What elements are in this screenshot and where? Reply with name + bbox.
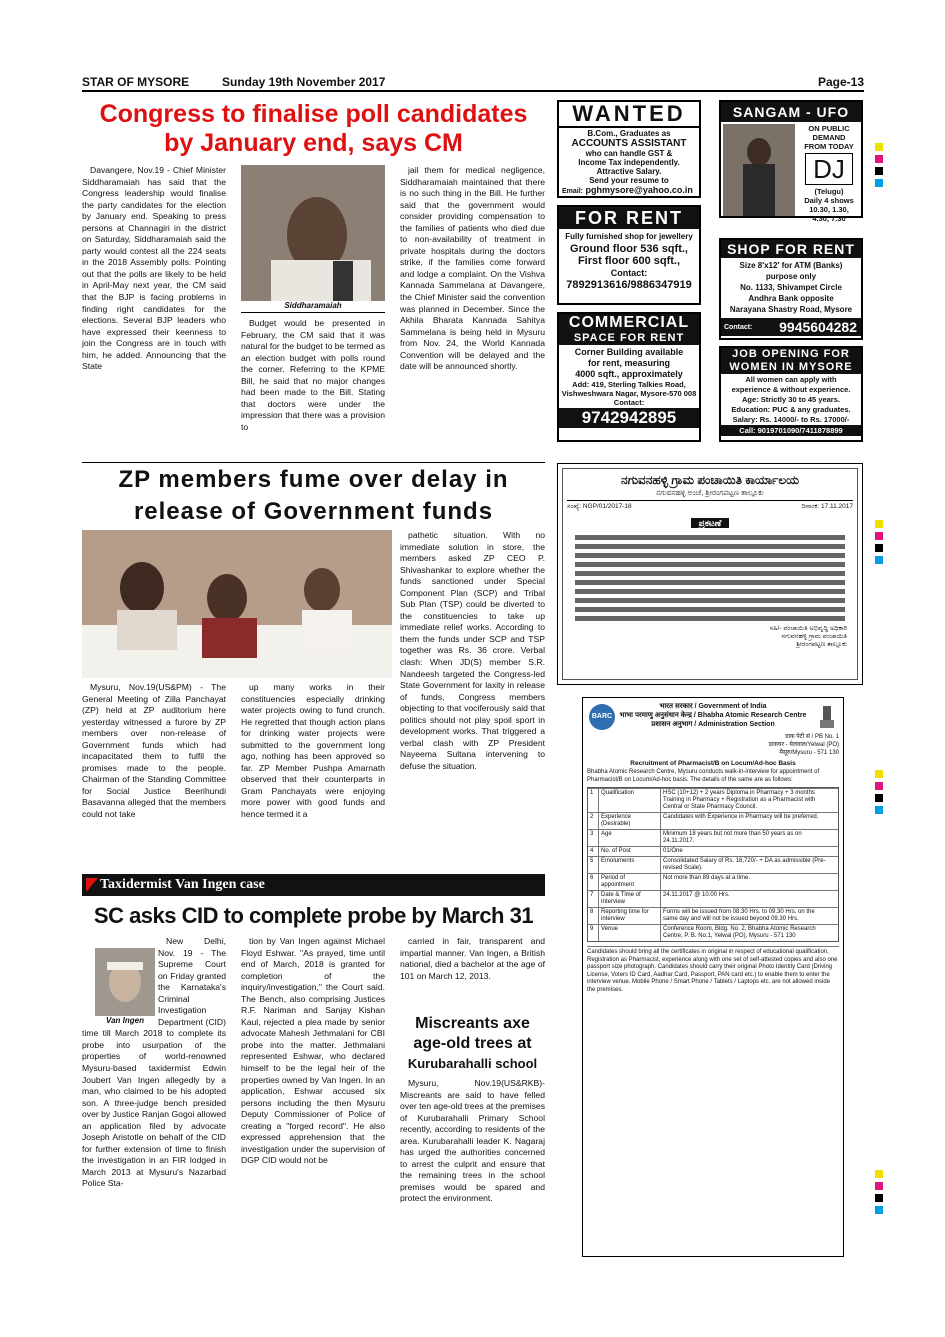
body-text: Budget would be presented in February, the CM said that it was natural for the budget to be termed as an election budget with polls round the corner. Referring to the KPME Bill, he said that no major changes had been made to the Bill. Stating that doctors were under the impression that there was a provision to: [241, 318, 385, 432]
ad-shop-rent[interactable]: [719, 238, 863, 340]
emblem-icon: [817, 704, 837, 730]
ad-commercial[interactable]: [557, 312, 701, 442]
text-line: [575, 553, 845, 558]
color-marks: [875, 143, 883, 191]
headline-line: Miscreants axe: [415, 1015, 530, 1032]
phone-number[interactable]: 7892913616/9886347919: [566, 279, 692, 291]
ad-line: All women can apply with: [745, 375, 837, 384]
poster-illustration: [723, 124, 795, 216]
article3-col1: [82, 936, 226, 1311]
phone-number[interactable]: 9945604282: [779, 319, 857, 335]
headline-line: ZP members fume over delay in: [118, 466, 509, 493]
article1-col1: [82, 165, 226, 461]
kicker-bar: [82, 874, 545, 896]
article3-col2: [241, 936, 385, 1311]
article1-col2: [241, 318, 385, 460]
table-row: [588, 890, 838, 907]
notice-kannada: [557, 463, 863, 685]
table-row: [588, 924, 838, 941]
barc-note: Candidates should bring all the certificates in original in respect of educational qualification, Registration as Pharmacist, experience along with one set of self-attested copies and also one passport size photograph. Candidates should carry their original Photo Identity Card (Driving License, Voters ID Card, Aadhar Card, Passport, PAN card etc.) to enable them to enter the interview venue. Mobile Phone / Smart Phone / Tablets / Laptops etc. are not allowed inside the premises.: [587, 946, 839, 994]
ad-line: experience & without experience.: [731, 385, 851, 394]
table-row: [588, 873, 838, 890]
row-value: Not more than 89 days at a time.: [660, 874, 830, 890]
ad-line: Attractive Salary.: [596, 167, 662, 176]
row-value: Candidates with Experience in Pharmacy will be preferred.: [660, 813, 830, 829]
ad-line: Daily 4 shows: [804, 196, 854, 205]
row-label: Emoluments: [598, 857, 660, 873]
text-line: [575, 544, 845, 549]
table-row: [588, 829, 838, 846]
row-number: 3: [590, 831, 594, 837]
notice-title: ನಗುವನಹಳ್ಳಿ ಗ್ರಾಮ ಪಂಚಾಯಿತಿ ಕಾರ್ಯಾಲಯ: [621, 473, 799, 487]
ad-head: FOR RENT: [559, 207, 699, 229]
color-marks: [875, 520, 883, 568]
row-label: Date & Time of Interview: [598, 891, 660, 907]
photo-caption: Van Ingen: [106, 1016, 144, 1025]
paper-name: STAR OF MYSORE: [82, 75, 190, 89]
contact-label: Contact:: [724, 324, 753, 331]
notice-subtitle: ನಗುವನಹಳ್ಳಿ ಅಂಚೆ, ಶ್ರೀರಂಗಪಟ್ಟಣ ತಾಲ್ಲೂಕು: [567, 488, 853, 501]
article4-headline[interactable]: [400, 1014, 545, 1074]
article2-col1: [82, 682, 226, 868]
photo-wrap-space: [82, 936, 158, 1026]
article4-body: [400, 1078, 545, 1258]
divider: [82, 462, 545, 463]
notice-inner: [562, 468, 858, 680]
body-text: Mysuru, Nov.19(US&RKB)- Miscreants are said to have felled over ten age-old trees at the premises of Kurubarahalli Primary School recently, according to residents of the area. Kurubarahalli leader K. Nagaraj has urged the authorities concerned to arrest the culprit and ensure that the remaining trees in the school premises would be spared and protect the environment.: [400, 1078, 545, 1204]
ad-line: ON PUBLIC: [808, 124, 850, 133]
article1-headline[interactable]: [82, 100, 545, 158]
barc-title: Recruitment of Pharmacist/B on Locum/Ad-hoc Basis: [630, 760, 796, 767]
issue-date: Sunday 19th November 2017: [222, 75, 386, 89]
page-number: Page-13: [817, 75, 864, 89]
row-value: 24.11.2017 @ 10.00 Hrs.: [660, 891, 830, 907]
show-times: 10.30, 1.30,: [809, 205, 849, 214]
row-value: Forms will be issued from 08.30 Hrs. to 09.30 Hrs. on the same day and will not be issued beyond 09.30 Hrs.: [660, 908, 830, 924]
ad-sangam[interactable]: [719, 100, 863, 223]
row-number: 6: [590, 875, 594, 881]
headline-line: Kurubarahalli school: [407, 1056, 538, 1071]
notice-signature: ನಗುವನಹಳ್ಳಿ ಗ್ರಾಮ ಪಂಚಾಯಿತಿ: [781, 633, 847, 640]
show-times: 4.30, 7.30: [812, 214, 846, 223]
notice-signature: ಶ್ರೀರಂಗಪಟ್ಟಣ ತಾಲ್ಲೂಕು: [796, 641, 847, 648]
row-label: Period of appointment: [598, 874, 660, 890]
movie-title: DJ: [805, 153, 853, 185]
email-link[interactable]: pghmysore@yahoo.co.in: [585, 185, 693, 195]
text-line: [575, 607, 845, 612]
ad-subhead: WOMEN IN MYSORE: [721, 361, 861, 374]
row-label: Experience (Desirable): [598, 813, 660, 829]
barc-address: मैसूरु/Mysuru - 571 130: [779, 750, 839, 756]
barc-intro: Bhabha Atomic Research Centre, Mysuru conducts walk-in-interview for appointment of Pharmacist/B on Locum/Ad-hoc basis. The details of the same are as follows:: [587, 769, 820, 783]
ad-line: Fully furnished shop for jewellery: [565, 232, 693, 241]
ad-line: for rent, measuring: [587, 358, 670, 368]
ad-line: Contact:: [610, 268, 648, 278]
body-text: Mysuru, Nov.19(US&PM) - The General Meeting of Zilla Panchayat (ZP) held at ZP auditorium here yesterday witnessed a furore by ZP members over non-release of Government funds which had incapacitated them to fulfil the promises made to the people. Chairman of the Standing Committee for Social Justice Beerihundi Basavanna alleged that the members could not take: [82, 682, 226, 820]
headline-line: age-old trees at: [413, 1035, 532, 1052]
article2-col3: [400, 530, 545, 868]
body-text: New Delhi, Nov. 19 - The Supreme Court on Friday granted the Karnataka's Criminal Investigation Department (CID) time till March 2018 to complete its probe into usurpation of the properties of world-renowned Mysuru-based taxidermist Edwin Joubert Van Ingen allegedly by a man, who claimed to be his adopted son. A three-judge bench presided over by Justice Ranjan Gogoi allowed an application filed by advocate Joseph Aristotle on behalf of the CID for further extension of time to finish the investigation in an FIR lodged in March 2013 at Mysuru's Nazarbad Police Sta-: [82, 936, 226, 1189]
ad-head: WANTED: [559, 102, 699, 128]
ad-line: Vishweshwara Nagar, Mysore-570 008: [561, 389, 697, 398]
notice-badge: ಪ್ರಕಟಣೆ: [691, 518, 730, 528]
movie-poster: [723, 124, 795, 216]
ad-line: (Telugu): [814, 187, 844, 196]
body-text: carried in fair, transparent and impartial manner. Van Ingen, a British national, died a bachelor at the age of 101 on March 12, 2013.: [400, 936, 545, 981]
text-line: [575, 589, 845, 594]
row-number: 4: [590, 848, 594, 854]
barc-address: डाकघर - येलवाल/Yelwal (PO): [768, 742, 839, 748]
ad-line: Size 8'x12' for ATM (Banks): [739, 261, 843, 270]
article3-col3: [400, 936, 545, 1014]
text-line: [575, 598, 845, 603]
ad-line: FROM TODAY: [804, 142, 854, 151]
kicker-text: Taxidermist Van Ingen case: [100, 877, 265, 892]
email-label: Email:: [562, 188, 584, 195]
cm-photo-illustration: [241, 165, 385, 301]
ad-for-rent[interactable]: [557, 205, 701, 305]
row-number: 9: [590, 926, 594, 932]
barc-address: डाक पेटी सं / PB No. 1: [785, 734, 839, 740]
cm-photo: [241, 165, 385, 301]
color-marks: [875, 770, 883, 818]
body-text: tion by Van Ingen against Michael Floyd Eshwar. "As prayed, time until end of March, 2018 is granted for completion of the inquiry/investigation," the Court said. The Bench, also comprising Justices R.F. Nariman and Sanjay Kishan Kaul, rejected a plea made by senior advocate Mahesh Jethmalani for CBI probe into the matter. Jethmalani represented Eshwar, who declared himself to be the legal heir of the properties owned by Van Ingen. In an application, Eshwar accused six persons including the then Mysuru Deputy Commissioner of Police of creating a "forged record". He also expressed apprehension that the investigation under the supervision of DGP CID would not be: [241, 936, 385, 1166]
row-label: Qualification: [598, 789, 660, 812]
row-value: 01/One: [660, 847, 830, 856]
ad-line: Ground floor 536 sqft.,: [570, 243, 688, 255]
ad-line: Contact:: [613, 398, 645, 407]
text-line: [575, 562, 845, 567]
body-text: up many works in their constituencies especially drinking water projects owing to fund crunch. He regretted that though action plans for drinking water projects were submitted to the government long ago, nothing has been approved so far. ZP Member Pushpa Amarnath observed that their counterparts in Gram Panchayats were enjoying more power with good funds and hence termed it a: [241, 682, 385, 820]
ad-line: ACCOUNTS ASSISTANT: [571, 138, 687, 149]
ad-line: Education: PUC & any graduates.: [731, 405, 851, 414]
ad-line: Narayana Shastry Road, Mysore: [729, 305, 853, 314]
notice-signature: ಸಹಿ/- ಪಂಚಾಯಿತಿ ಅಭಿವೃದ್ಧಿ ಅಧಿಕಾರಿ: [769, 625, 847, 632]
ad-line: Salary: Rs. 14000/- to Rs. 17000/-: [732, 415, 850, 424]
ad-wanted[interactable]: [557, 100, 701, 198]
row-value: Minimum 18 years but not more than 50 years as on 24.11.2017.: [660, 830, 830, 846]
ad-line: First floor 600 sqft.,: [577, 255, 681, 267]
text-line: [575, 616, 845, 621]
zp-meeting-photo: [82, 530, 392, 678]
row-value: Consolidated Salary of Rs. 16,720/- + DA as admissible (Pre-revised Scale).: [660, 857, 830, 873]
table-row: [588, 907, 838, 924]
table-row: [588, 846, 838, 856]
notice-ref: ಸಂಖ್ಯೆ: NGP/01/2017-18: [567, 503, 632, 510]
barc-table: [587, 787, 839, 942]
ad-line: Add: 419, Sterling Talkies Road,: [572, 380, 686, 389]
article2-headline[interactable]: [82, 464, 545, 528]
table-row: [588, 856, 838, 873]
headline-line: Congress to finalise poll candidates: [99, 100, 528, 128]
phone-number[interactable]: Call: 9019701090/7411878899: [721, 425, 861, 436]
barc-org: भाभा परमाणु अनुसंधान केन्द्र / Bhabha Atomic Research Centre: [619, 712, 807, 719]
page-header: [82, 74, 864, 92]
photo-caption: Siddharamaiah: [241, 301, 385, 313]
ad-line: Income Tax independently.: [578, 158, 680, 167]
phone-number[interactable]: 9742942895: [559, 408, 699, 428]
headline-line: by January end, says CM: [164, 129, 463, 157]
barc-org: प्रशासन अनुभाग / Administration Section: [651, 721, 775, 728]
ad-line: DEMAND: [812, 133, 846, 142]
barc-rows: [588, 788, 838, 941]
text-line: [575, 571, 845, 576]
row-label: Age: [598, 830, 660, 846]
row-value: HSC (10+12) + 2 years Diploma in Pharmacy + 3 months Training in Pharmacy + Registration as a Pharmacist with Central or State Pharmacy Council.: [660, 789, 830, 812]
text-line: [575, 535, 845, 540]
headline-line: release of Government funds: [133, 498, 494, 525]
row-number: 2: [590, 814, 594, 820]
ad-line: 4000 sqft., approximately: [575, 369, 683, 379]
ad-line: No. 1133, Shivampet Circle: [740, 283, 842, 292]
ad-line: who can handle GST &: [585, 149, 673, 158]
ad-line: Andhra Bank opposite: [748, 294, 834, 303]
notice-date: ದಿನಾಂಕ: 17.11.2017: [801, 503, 853, 510]
article1-col3: [400, 165, 545, 461]
notice-barc: [582, 697, 844, 1257]
row-label: Venue: [598, 925, 660, 941]
text-line: [575, 580, 845, 585]
ad-job-opening[interactable]: [719, 346, 863, 442]
zp-photo-illustration: [82, 530, 392, 678]
ad-head: JOB OPENING FOR: [721, 348, 861, 361]
barc-org: भारत सरकार / Government of India: [659, 703, 767, 710]
ad-head: SANGAM - UFO: [721, 102, 861, 122]
row-number: 5: [590, 858, 594, 864]
row-value: Conference Room, Bldg. No. 2, Bhabha Atomic Research Centre, P. B. No.1, Yelwal (PO), Mysuru - 571 130: [660, 925, 830, 941]
ad-head: COMMERCIAL: [559, 314, 699, 332]
table-row: [588, 788, 838, 812]
ad-subhead: SPACE FOR RENT: [559, 332, 699, 345]
ad-line: B.Com., Graduates as: [587, 129, 671, 138]
body-text: jail them for medical negligence, Siddharamaiah maintained that there is no such thing in the Bill. He further said that the government would consider providing compensation to the families of patients who died due to non-availability of treatment in private hospitals during the doctors strike, if the families come forward and lodge a complaint. On the Vishva Kannada Sammelana at Davangere, the Chief Minister said the convention was planned in December. Since the Akhila Bharata Kannada Sahitya Sammelana is being held in Mysuru from Nov. 24, the World Kannada Convention will be delayed and the date will be announced shortly.: [400, 165, 545, 372]
ad-line: Age: Strictly 30 to 45 years.: [742, 395, 840, 404]
table-row: [588, 812, 838, 829]
ad-head: SHOP FOR RENT: [721, 240, 861, 258]
row-label: No. of Post: [598, 847, 660, 856]
row-label: Reporting time for interview: [598, 908, 660, 924]
body-text: pathetic situation. With no immediate solution in store, the members asked ZP CEO P. Shivashankar to explore whether the funds sanctioned under Special Component Plan (SCP) and Tribal Sub Plan (TSP) could be diverted to the constituencies to take up immediate relief works. According to them the funds under SCP and TSP together was Rs. 36 crore. Verbal clash: When JD(S) member S.R. Nandeesh targeted the Congress-led State Government for laxity in release of funds, Congress members objecting to that vociferously said that politics should not play spoil sport in development works. That triggered a verbal clash with ZP President Nayeema Sultana intervening to defuse the situation.: [400, 530, 545, 771]
ad-line: Corner Building available: [574, 347, 684, 357]
ad-line: purpose only: [765, 272, 817, 281]
row-number: 7: [590, 892, 594, 898]
article2-col2: [241, 682, 385, 868]
row-number: 1: [590, 790, 594, 796]
row-number: 8: [590, 909, 594, 915]
barc-logo-icon: BARC: [589, 704, 615, 730]
body-text: Davangere, Nov.19 - Chief Minister Siddharamaiah has said that the Congress leadership would finalise the party candidates for the election by January end. Speaking to press persons at Channagiri in the district on Saturday, Siddharamaiah said the party would contest all the 224 seats in the 2018 Assembly polls. Pointing out that the polls are likely to be held in April-May next year, the CM said that the BJP is facing problems in finding right candidates for the elections. Several BJP leaders who have expressed their keenness to join the Congress are in touch with him, he added. Announcing that the State: [82, 165, 226, 372]
color-marks: [875, 1170, 883, 1218]
article3-headline[interactable]: SC asks CID to complete probe by March 31: [93, 903, 534, 928]
ad-line: Send your resume to: [589, 176, 669, 185]
